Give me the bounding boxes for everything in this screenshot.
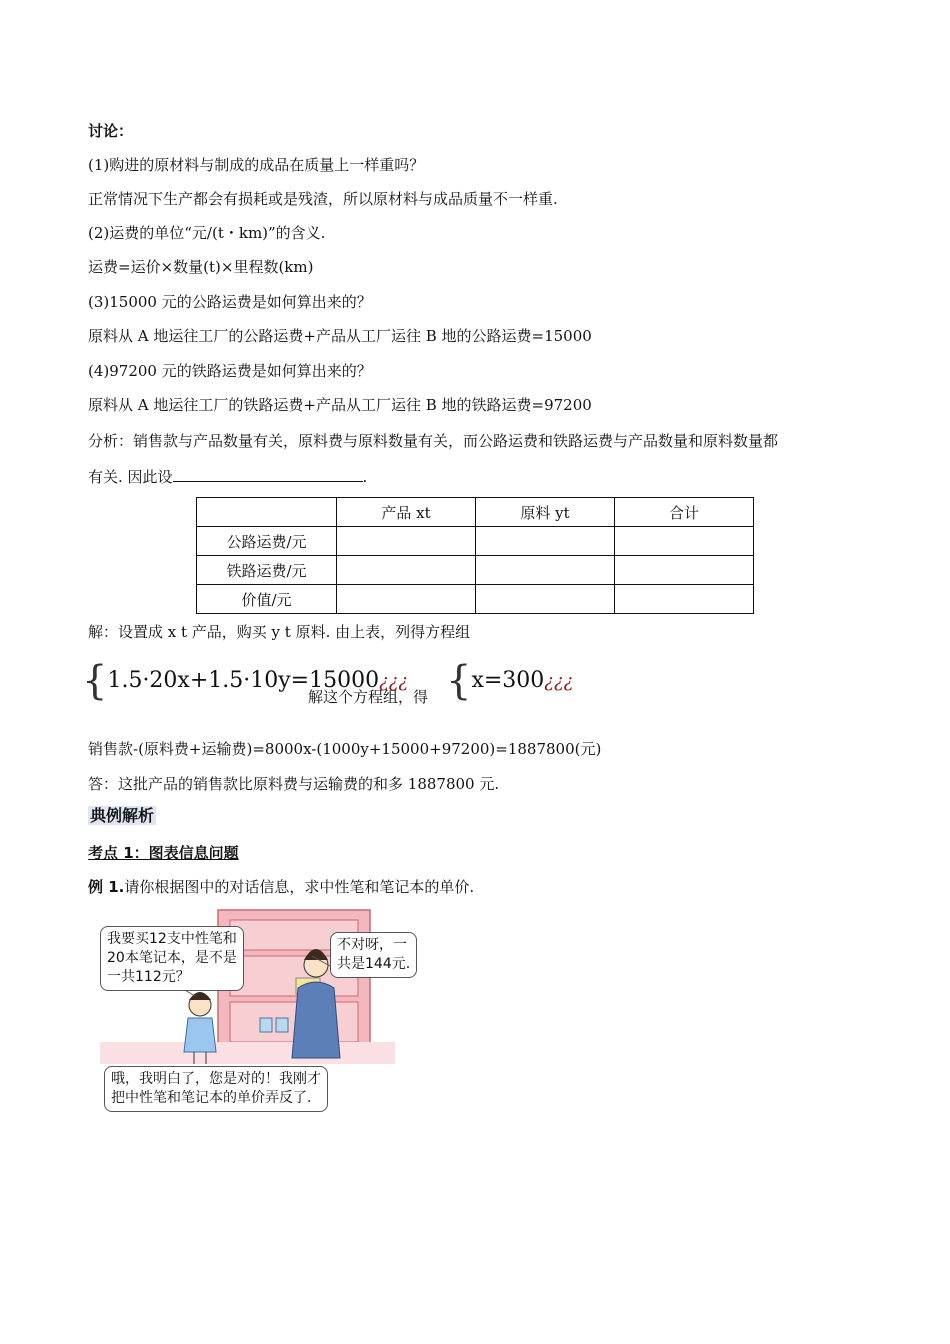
- table-cell: [476, 556, 615, 585]
- table-header-cell: 产品 xt: [337, 498, 476, 527]
- table-row: [197, 585, 754, 614]
- garbled-text: ¿¿¿: [544, 671, 574, 692]
- kaodian-title: 考点 1：图表信息问题: [88, 844, 239, 862]
- bubble-line: 共是144元.: [337, 956, 411, 972]
- table-cell: [476, 585, 615, 614]
- freight-table: [196, 497, 754, 614]
- table-cell: [337, 556, 476, 585]
- table-cell: [476, 527, 615, 556]
- speech-bubble-clerk: [330, 932, 417, 978]
- discussion-heading: 讨论：: [88, 122, 134, 140]
- speech-bubble-boy: [100, 926, 244, 991]
- bubble-line: 我要买12支中性笔和: [107, 931, 237, 947]
- garbled-text: ¿¿¿: [379, 671, 409, 692]
- table-header-cell: 原料 yt: [476, 498, 615, 527]
- bubble-line: 不对呀，一: [337, 937, 407, 953]
- equation-1: 1.5·20x+1.5·10y=15000: [107, 668, 380, 693]
- answer-4: 原料从 A 地运往工厂的铁路运费+产品从工厂运往 B 地的铁路运费=97200: [88, 396, 592, 414]
- example-label: 例 1.: [88, 878, 125, 896]
- table-cell: [337, 527, 476, 556]
- answer-2: 运费=运价×数量(t)×里程数(km): [88, 258, 314, 276]
- sales-calc: 销售款-(原料费+运输费)=8000x-(1000y+15000+97200)=1887800(元): [88, 740, 602, 758]
- fill-blank: [173, 467, 363, 482]
- question-2: (2)运费的单位“元/(t・km)”的含义.: [88, 224, 326, 242]
- brace-icon: {: [82, 658, 108, 704]
- speech-bubble-boy-reply: [104, 1066, 328, 1112]
- table-header-cell: [197, 498, 337, 527]
- example-1: [88, 877, 474, 897]
- table-cell: [615, 556, 754, 585]
- brace-icon: {: [446, 658, 472, 704]
- analysis-prefix: 有关. 因此设: [88, 468, 173, 486]
- bubble-line: 20本笔记本，是不是: [107, 950, 237, 966]
- bubble-line: 一共112元？: [107, 969, 190, 985]
- table-cell: [615, 585, 754, 614]
- bubble-line: 把中性笔和笔记本的单价弄反了.: [111, 1090, 312, 1106]
- solve-text: 解这个方程组，得: [308, 688, 429, 706]
- table-row: [197, 527, 754, 556]
- analysis-line-1: 分析：销售款与产品数量有关，原料费与原料数量有关，而公路运费和铁路运费与产品数量和原料数量都: [88, 432, 779, 450]
- table-header-cell: 合计: [615, 498, 754, 527]
- table-cell: [615, 527, 754, 556]
- final-answer: 答：这批产品的销售款比原料费与运输费的和多 1887800 元.: [88, 775, 500, 793]
- row-label: 铁路运费/元: [197, 556, 337, 585]
- equation-result: [446, 658, 573, 704]
- row-label: 公路运费/元: [197, 527, 337, 556]
- section-title: [88, 806, 156, 826]
- answer-1: 正常情况下生产都会有损耗或是残渣，所以原材料与成品质量不一样重.: [88, 190, 558, 208]
- answer-3: 原料从 A 地运往工厂的公路运费+产品从工厂运往 B 地的公路运费=15000: [88, 327, 592, 345]
- equation-2: x=300: [471, 668, 545, 693]
- analysis-suffix: .: [362, 468, 368, 486]
- solution-intro: 解：设置成 x t 产品，购买 y t 原料. 由上表，列得方程组: [88, 623, 471, 641]
- table-header-row: [197, 498, 754, 527]
- question-1: (1)购进的原材料与制成的成品在质量上一样重吗？: [88, 156, 425, 174]
- section-title-text: 典例解析: [90, 806, 155, 825]
- row-label: 价值/元: [197, 585, 337, 614]
- example-text: 请你根据图中的对话信息，求中性笔和笔记本的单价.: [124, 878, 475, 896]
- table-cell: [337, 585, 476, 614]
- analysis-line-2: [88, 467, 367, 487]
- table-row: [197, 556, 754, 585]
- question-4: (4)97200 元的铁路运费是如何算出来的？: [88, 362, 372, 380]
- dialogue-illustration: [100, 908, 411, 1113]
- question-3: (3)15000 元的公路运费是如何算出来的？: [88, 293, 372, 311]
- bubble-line: 哦，我明白了，您是对的！我刚才: [111, 1071, 321, 1087]
